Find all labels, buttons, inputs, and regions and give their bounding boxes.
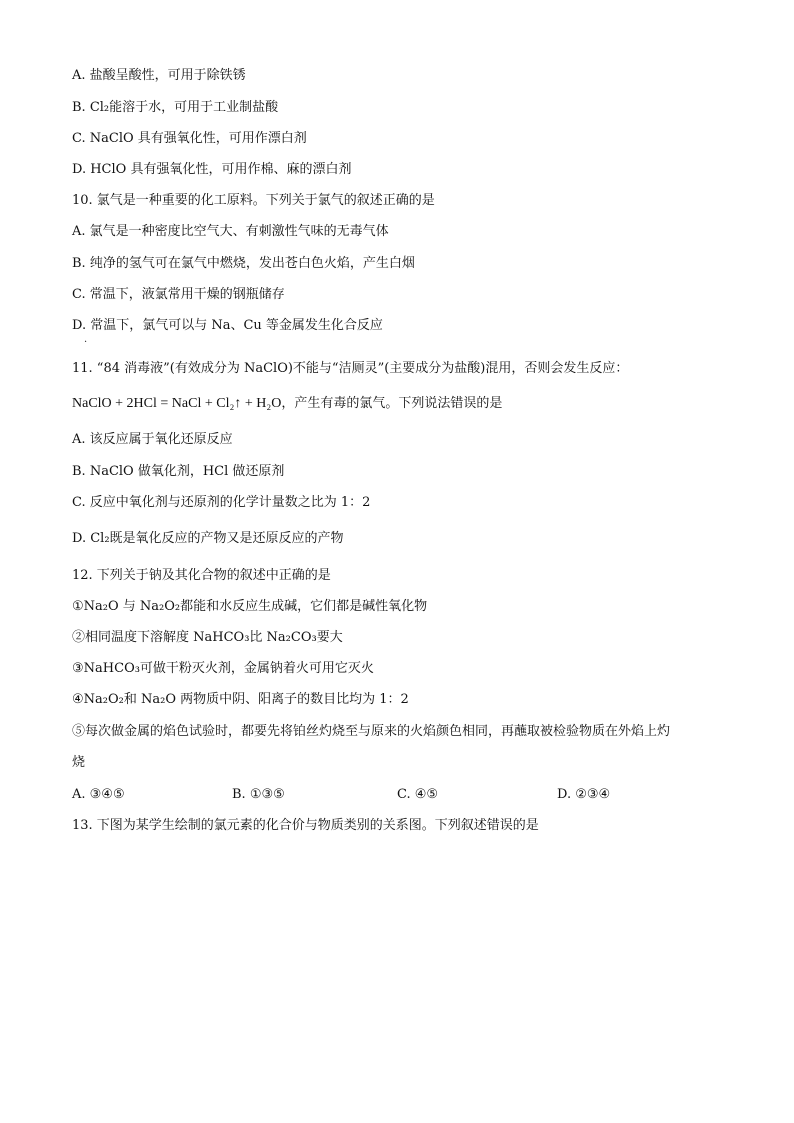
q10-option-d: D. 常温下，氯气可以与 Na、Cu 等金属发生化合反应 bbox=[72, 318, 383, 333]
q13-stem: 13. 下图为某学生绘制的氯元素的化合价与物质类别的关系图。下列叙述错误的是 bbox=[72, 818, 539, 833]
q12-choice-c: C. ④⑤ bbox=[397, 787, 439, 802]
q10-option-a: A. 氯气是一种密度比空气大、有刺激性气味的无毒气体 bbox=[72, 224, 389, 239]
stray-dot: · bbox=[84, 337, 88, 348]
q11-equation: NaClO + 2HCl = NaCl + Cl₂↑ + H₂O bbox=[72, 396, 282, 411]
q11-option-c: C. 反应中氧化剂与还原剂的化学计量数之比为 1：2 bbox=[72, 495, 371, 510]
q10-option-c: C. 常温下，液氯常用干燥的钢瓶储存 bbox=[72, 287, 285, 302]
q10-stem: 10. 氯气是一种重要的化工原料。下列关于氯气的叙述正确的是 bbox=[72, 193, 435, 208]
q12-choice-b: B. ①③⑤ bbox=[232, 787, 285, 802]
q12-stem: 12. 下列关于钠及其化合物的叙述中正确的是 bbox=[72, 568, 331, 583]
q11-stem: 11. “84 消毒液”(有效成分为 NaClO)不能与“洁厕灵”(主要成分为盐酸)混用，否则会发生反应： bbox=[72, 361, 629, 376]
q12-item-3: ③NaHCO₃可做干粉灭火剂，金属钠着火可用它灭火 bbox=[72, 661, 374, 676]
q12-choice-d: D. ②③④ bbox=[557, 787, 611, 802]
q11-option-a: A. 该反应属于氧化还原反应 bbox=[72, 432, 233, 447]
q11-option-d: D. Cl₂既是氧化反应的产物又是还原反应的产物 bbox=[72, 531, 344, 546]
q12-item-2: ②相同温度下溶解度 NaHCO₃比 Na₂CO₃要大 bbox=[72, 630, 343, 645]
q11-equation-line bbox=[72, 395, 732, 413]
q12-item-5-cont: 烧 bbox=[72, 755, 86, 770]
q9-option-a: A. 盐酸呈酸性，可用于除铁锈 bbox=[72, 68, 246, 83]
q9-option-c: C. NaClO 具有强氧化性，可用作漂白剂 bbox=[72, 131, 307, 146]
q11-option-b: B. NaClO 做氧化剂，HCl 做还原剂 bbox=[72, 464, 285, 479]
q12-item-4: ④Na₂O₂和 Na₂O 两物质中阴、阳离子的数目比均为 1：2 bbox=[72, 692, 409, 707]
q10-option-b: B. 纯净的氢气可在氯气中燃烧，发出苍白色火焰，产生白烟 bbox=[72, 256, 415, 271]
q12-choice-a: A. ③④⑤ bbox=[72, 787, 125, 802]
q11-equation-tail: ，产生有毒的氯气。下列说法错误的是 bbox=[281, 396, 503, 411]
q12-item-1: ①Na₂O 与 Na₂O₂都能和水反应生成碱，它们都是碱性氧化物 bbox=[72, 599, 428, 614]
q12-item-5: ⑤每次做金属的焰色试验时，都要先将铂丝灼烧至与原来的火焰颜色相同，再蘸取被检验物质在外焰上灼 bbox=[72, 724, 671, 739]
q9-option-d: D. HClO 具有强氧化性，可用作棉、麻的漂白剂 bbox=[72, 162, 352, 177]
q9-option-b: B. Cl₂能溶于水，可用于工业制盐酸 bbox=[72, 100, 279, 115]
